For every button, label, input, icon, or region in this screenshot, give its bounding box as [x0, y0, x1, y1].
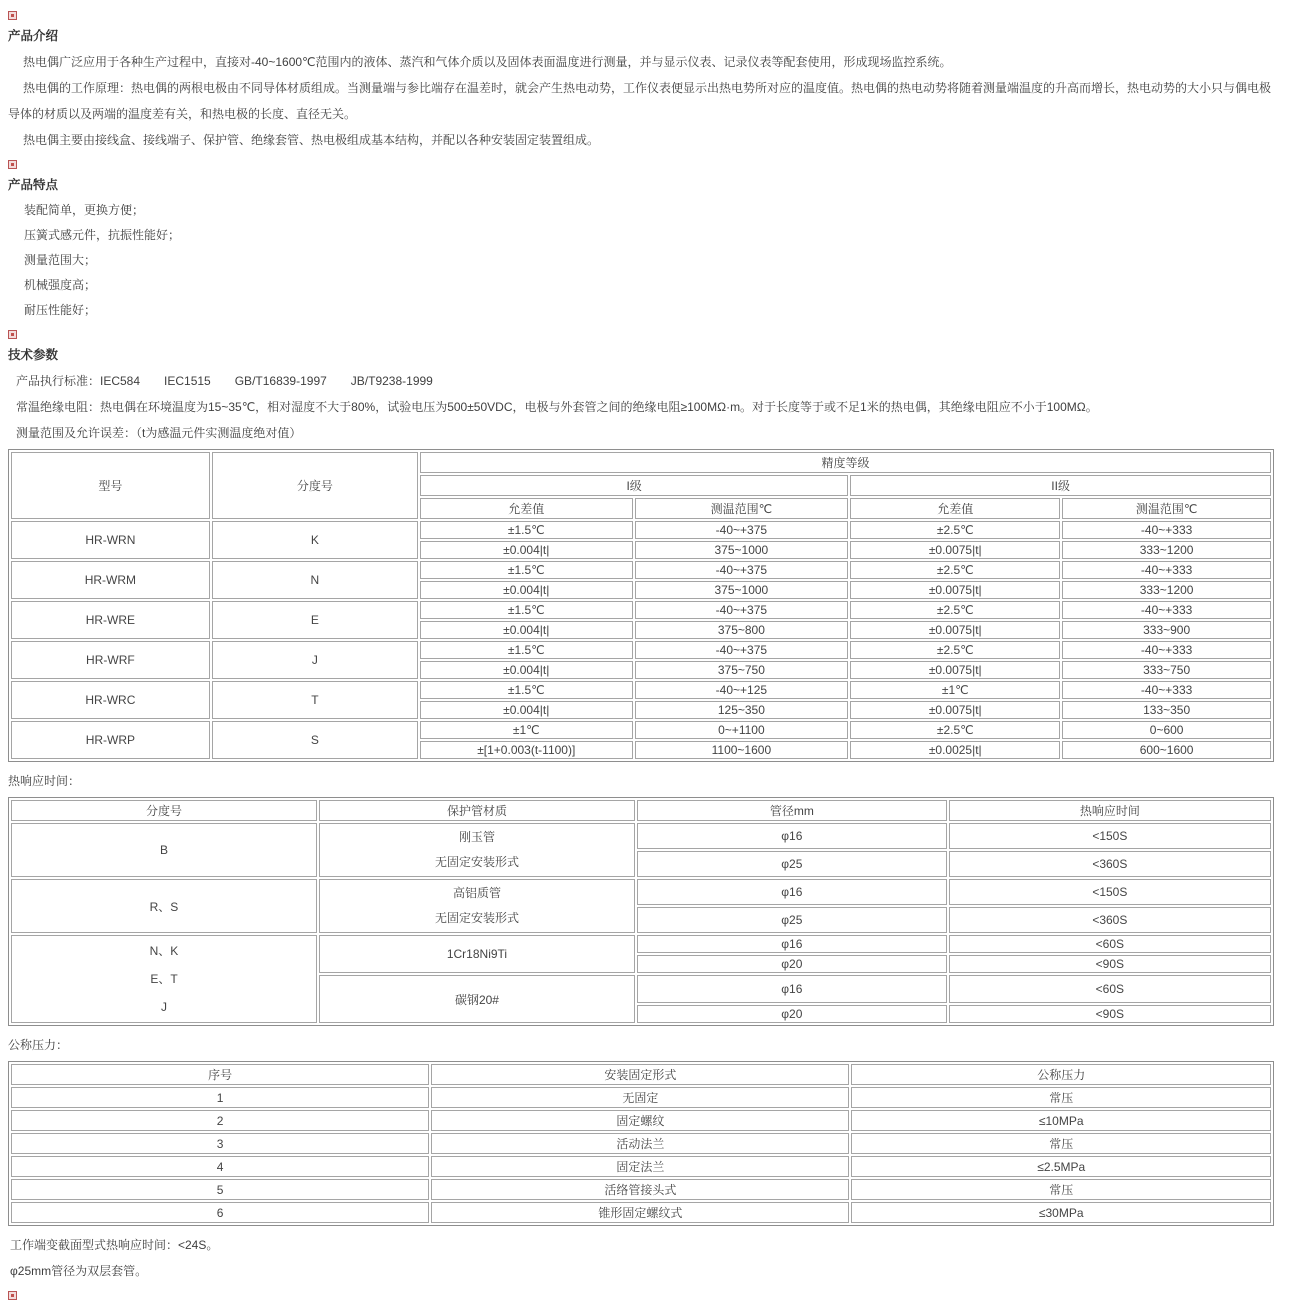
table-cell: ≤10MPa	[851, 1110, 1271, 1131]
intro-paragraph: 热电偶广泛应用于各种生产过程中，直接对-40~1600℃范围内的液体、蒸汽和气体介质以及固体表面温度进行测量，并与显示仪表、记录仪表等配套使用，形成现场监控系统。	[23, 55, 952, 69]
header-tolerance: 允差值	[850, 498, 1060, 519]
table-cell: φ20	[637, 1005, 947, 1023]
broken-image-icon	[8, 330, 17, 339]
header-graduation: 分度号	[11, 800, 317, 821]
table-cell: ±1.5℃	[420, 681, 633, 699]
header-nominal-pressure: 公称压力	[851, 1064, 1271, 1085]
header-temp-range: 测温范围℃	[635, 498, 849, 519]
tech-standard-line: 产品执行标准：IEC584 IEC1515 GB/T16839-1997 JB/T9238-1999	[16, 374, 433, 388]
table-cell: <60S	[949, 935, 1271, 953]
table-cell: φ16	[637, 879, 947, 905]
header-tube-diameter: 管径mm	[637, 800, 947, 821]
graduation-cell: E	[212, 601, 418, 639]
table-cell: 4	[11, 1156, 429, 1177]
graduation-line: N、K	[149, 944, 179, 958]
table-cell: ±0.0025|t|	[850, 741, 1060, 759]
section-title-intro: 产品介绍	[8, 29, 59, 43]
feature-item: 压簧式感元件，抗振性能好；	[24, 228, 181, 242]
response-table-label: 热响应时间：	[8, 774, 81, 788]
table-cell: φ16	[637, 935, 947, 953]
table-cell: ±[1+0.003(t-1100)]	[420, 741, 633, 759]
table-cell: 333~1200	[1062, 581, 1271, 599]
table-header-row	[11, 452, 1271, 473]
table-row	[11, 721, 1271, 739]
table-row	[11, 1087, 1271, 1108]
table-cell: ±0.0075|t|	[850, 701, 1060, 719]
icon-line	[8, 8, 1274, 24]
table-cell: ±1℃	[850, 681, 1060, 699]
table-cell: φ25	[637, 907, 947, 933]
intro-paragraph: 热电偶的工作原理：热电偶的两根电极由不同导体材质组成。当测量端与参比端存在温差时，就会产生热电动势，工作仪表便显示出热电势所对应的温度值。热电偶的热电动势将随着测量端温度的升高而增长，热电动势的大小只与偶电极导体的材质以及两端的温度差有关，和热电极的长度、直径无关。	[8, 81, 1272, 121]
table-cell: 2	[11, 1110, 429, 1131]
table-cell: ≤2.5MPa	[851, 1156, 1271, 1177]
table-cell: ±1.5℃	[420, 521, 633, 539]
table-cell: ±2.5℃	[850, 641, 1060, 659]
graduation-line: J	[160, 1000, 167, 1014]
section-title-tech: 技术参数	[8, 348, 59, 362]
feature-item: 测量范围大；	[24, 253, 97, 267]
header-accuracy-class: 精度等级	[420, 452, 1271, 473]
table-row	[11, 1110, 1271, 1131]
table-cell: 333~750	[1062, 661, 1271, 679]
table-row	[11, 823, 1271, 849]
table-cell: ±2.5℃	[850, 521, 1060, 539]
tech-insulation-line: 常温绝缘电阻：热电偶在环境温度为15~35℃，相对湿度不大于80%，试验电压为500±50VDC，电极与外套管之间的绝缘电阻≥100MΩ·m。对于长度等于或不足1米的热电偶，其绝缘电阻应不小于100MΩ。	[16, 400, 1098, 414]
graduation-cell: R、S	[11, 879, 317, 933]
table-cell: ±2.5℃	[850, 601, 1060, 619]
header-response-time: 热响应时间	[949, 800, 1271, 821]
model-cell: HR-WRC	[11, 681, 210, 719]
table-cell: -40~+375	[635, 521, 849, 539]
table-cell: <360S	[949, 907, 1271, 933]
table-cell: ±1℃	[420, 721, 633, 739]
table-cell: -40~+333	[1062, 521, 1271, 539]
table-cell: ±0.004|t|	[420, 661, 633, 679]
table-row	[11, 561, 1271, 579]
table-cell: 活络管接头式	[431, 1179, 849, 1200]
header-mount-type: 安装固定形式	[431, 1064, 849, 1085]
table-row	[11, 1156, 1271, 1177]
table-cell: 0~+1100	[635, 721, 849, 739]
table-row	[11, 1179, 1271, 1200]
graduation-cell: S	[212, 721, 418, 759]
table-cell: 133~350	[1062, 701, 1271, 719]
table-cell: -40~+375	[635, 641, 849, 659]
graduation-cell	[11, 935, 317, 1023]
material-cell	[319, 879, 635, 933]
graduation-cell: K	[212, 521, 418, 559]
model-cell: HR-WRN	[11, 521, 210, 559]
table-cell: <90S	[949, 1005, 1271, 1023]
graduation-line: E、T	[150, 972, 178, 986]
model-cell: HR-WRP	[11, 721, 210, 759]
table-row	[11, 1133, 1271, 1154]
table-cell: 375~800	[635, 621, 849, 639]
table-row	[11, 935, 1271, 953]
header-class2: II级	[850, 475, 1271, 496]
broken-image-icon	[8, 11, 17, 20]
table-cell: ±1.5℃	[420, 561, 633, 579]
table-cell: 125~350	[635, 701, 849, 719]
table-cell: ±0.004|t|	[420, 581, 633, 599]
table-cell: ±0.0075|t|	[850, 661, 1060, 679]
table-row	[11, 641, 1271, 659]
range-tolerance-table	[8, 449, 1274, 762]
table-cell: ±1.5℃	[420, 641, 633, 659]
table-cell: ±0.004|t|	[420, 701, 633, 719]
table-cell: 锥形固定螺纹式	[431, 1202, 849, 1223]
table-row	[11, 521, 1271, 539]
intro-paragraph: 热电偶主要由接线盒、接线端子、保护管、绝缘套管、热电极组成基本结构，并配以各种安装固定装置组成。	[23, 133, 600, 147]
graduation-cell: J	[212, 641, 418, 679]
table-cell: ±0.004|t|	[420, 541, 633, 559]
header-graduation: 分度号	[212, 452, 418, 519]
table-cell: ±2.5℃	[850, 561, 1060, 579]
feature-item: 机械强度高；	[24, 278, 97, 292]
material-cell: 1Cr18Ni9Ti	[319, 935, 635, 973]
graduation-cell: B	[11, 823, 317, 877]
header-index: 序号	[11, 1064, 429, 1085]
table-cell: 333~900	[1062, 621, 1271, 639]
broken-image-icon	[8, 1291, 17, 1300]
table-cell: 无固定	[431, 1087, 849, 1108]
table-cell: -40~+333	[1062, 561, 1271, 579]
table-cell: 600~1600	[1062, 741, 1271, 759]
material-cell: 碳钢20#	[319, 975, 635, 1023]
material-line: 高铝质管	[452, 886, 501, 900]
table-cell: ≤30MPa	[851, 1202, 1271, 1223]
table-cell: φ20	[637, 955, 947, 973]
nominal-pressure-table	[8, 1061, 1274, 1226]
table-cell: -40~+125	[635, 681, 849, 699]
section-title-features: 产品特点	[8, 178, 59, 192]
material-line: 无固定安装形式	[434, 855, 519, 869]
table-cell: <150S	[949, 823, 1271, 849]
tech-range-line: 测量范围及允许误差：（t为感温元件实测温度绝对值）	[16, 426, 302, 440]
table-cell: 1	[11, 1087, 429, 1108]
table-row	[11, 681, 1271, 699]
feature-item: 耐压性能好；	[24, 303, 97, 317]
table-cell: -40~+333	[1062, 641, 1271, 659]
table-cell: 375~1000	[635, 581, 849, 599]
header-temp-range: 测温范围℃	[1062, 498, 1271, 519]
table-cell: <360S	[949, 851, 1271, 877]
table-row	[11, 601, 1271, 619]
header-tolerance: 允差值	[420, 498, 633, 519]
table-cell: -40~+333	[1062, 601, 1271, 619]
table-cell: φ16	[637, 975, 947, 1003]
table-cell: ±0.0075|t|	[850, 541, 1060, 559]
pressure-table-label: 公称压力：	[8, 1038, 69, 1052]
table-cell: -40~+375	[635, 561, 849, 579]
material-line: 无固定安装形式	[434, 911, 519, 925]
icon-line	[8, 1288, 1274, 1304]
table-cell: ±2.5℃	[850, 721, 1060, 739]
footer-note: φ25mm管径为双层套管。	[10, 1264, 148, 1278]
footer-note: 工作端变截面型式热响应时间：<24S。	[10, 1238, 219, 1252]
icon-line	[8, 157, 1274, 173]
header-protect-tube-material: 保护管材质	[319, 800, 635, 821]
feature-item: 装配简单，更换方便；	[24, 203, 145, 217]
table-cell: -40~+333	[1062, 681, 1271, 699]
broken-image-icon	[8, 160, 17, 169]
table-cell: 常压	[851, 1087, 1271, 1108]
table-cell: 常压	[851, 1133, 1271, 1154]
table-cell: 1100~1600	[635, 741, 849, 759]
material-cell	[319, 823, 635, 877]
table-cell: 333~1200	[1062, 541, 1271, 559]
table-cell: <90S	[949, 955, 1271, 973]
icon-line	[8, 327, 1274, 343]
model-cell: HR-WRM	[11, 561, 210, 599]
header-model: 型号	[11, 452, 210, 519]
table-cell: 5	[11, 1179, 429, 1200]
table-cell: ±0.0075|t|	[850, 581, 1060, 599]
table-cell: φ16	[637, 823, 947, 849]
table-cell: 375~1000	[635, 541, 849, 559]
table-header-row	[11, 1064, 1271, 1085]
table-cell: 活动法兰	[431, 1133, 849, 1154]
table-cell: 0~600	[1062, 721, 1271, 739]
table-header-row	[11, 800, 1271, 821]
table-row	[11, 1202, 1271, 1223]
graduation-cell: N	[212, 561, 418, 599]
model-cell: HR-WRE	[11, 601, 210, 639]
table-cell: φ25	[637, 851, 947, 877]
thermal-response-table	[8, 797, 1274, 1026]
table-cell: 固定螺纹	[431, 1110, 849, 1131]
table-cell: ±0.004|t|	[420, 621, 633, 639]
table-cell: <150S	[949, 879, 1271, 905]
table-cell: 375~750	[635, 661, 849, 679]
table-cell: <60S	[949, 975, 1271, 1003]
table-cell: ±0.0075|t|	[850, 621, 1060, 639]
table-cell: ±1.5℃	[420, 601, 633, 619]
table-cell: 6	[11, 1202, 429, 1223]
table-cell: 固定法兰	[431, 1156, 849, 1177]
table-cell: -40~+375	[635, 601, 849, 619]
graduation-cell: T	[212, 681, 418, 719]
table-row	[11, 879, 1271, 905]
header-class1: I级	[420, 475, 848, 496]
material-line: 刚玉管	[458, 830, 495, 844]
table-cell: 3	[11, 1133, 429, 1154]
model-cell: HR-WRF	[11, 641, 210, 679]
table-cell: 常压	[851, 1179, 1271, 1200]
